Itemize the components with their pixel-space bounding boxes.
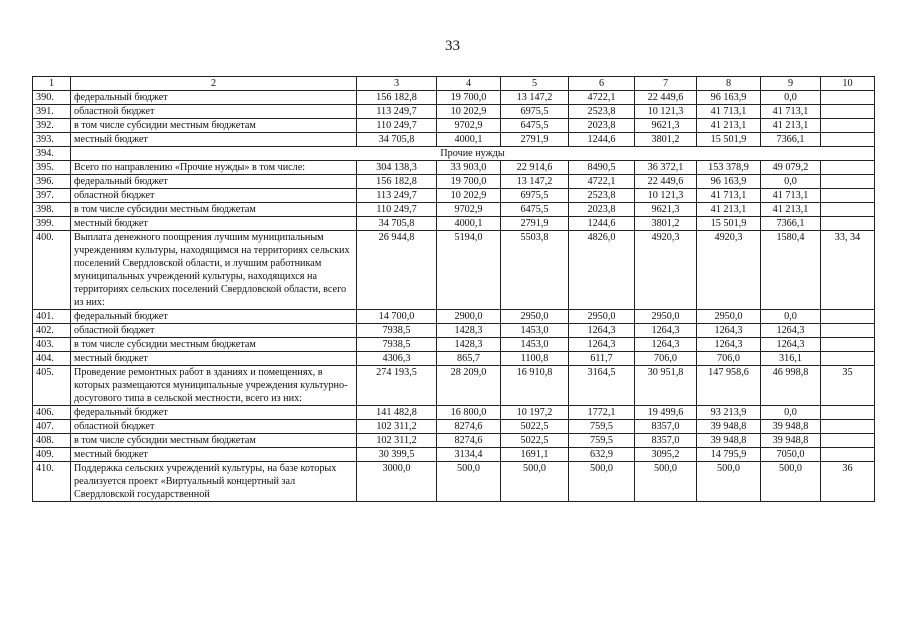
value-cell: 22 449,6 (635, 91, 697, 105)
row-description: федеральный бюджет (71, 406, 357, 420)
row-number: 401. (33, 310, 71, 324)
row-number: 410. (33, 462, 71, 502)
value-cell: 304 138,3 (357, 161, 437, 175)
target-indicator-cell (821, 175, 875, 189)
value-cell: 41 713,1 (761, 189, 821, 203)
value-cell: 102 311,2 (357, 434, 437, 448)
row-description: в том числе субсидии местным бюджетам (71, 434, 357, 448)
row-description: местный бюджет (71, 133, 357, 147)
value-cell: 500,0 (437, 462, 501, 502)
value-cell: 15 501,9 (697, 133, 761, 147)
value-cell: 0,0 (761, 310, 821, 324)
value-cell: 1100,8 (501, 352, 569, 366)
table-row (33, 203, 875, 217)
value-cell: 4722,1 (569, 91, 635, 105)
value-cell: 4000,1 (437, 133, 501, 147)
value-cell: 10 202,9 (437, 189, 501, 203)
value-cell: 7938,5 (357, 324, 437, 338)
value-cell: 500,0 (697, 462, 761, 502)
value-cell: 19 499,6 (635, 406, 697, 420)
value-cell: 6475,5 (501, 119, 569, 133)
value-cell: 41 213,1 (761, 119, 821, 133)
value-cell: 7050,0 (761, 448, 821, 462)
value-cell: 1428,3 (437, 324, 501, 338)
value-cell: 141 482,8 (357, 406, 437, 420)
value-cell: 41 213,1 (697, 119, 761, 133)
row-number: 406. (33, 406, 71, 420)
row-number: 396. (33, 175, 71, 189)
value-cell: 8274,6 (437, 420, 501, 434)
table-row (33, 448, 875, 462)
table-row (33, 310, 875, 324)
value-cell: 1264,3 (635, 338, 697, 352)
table-row (33, 366, 875, 406)
target-indicator-cell (821, 338, 875, 352)
value-cell: 6475,5 (501, 203, 569, 217)
value-cell: 1691,1 (501, 448, 569, 462)
header-cell: 10 (821, 77, 875, 91)
value-cell: 156 182,8 (357, 175, 437, 189)
row-description: федеральный бюджет (71, 310, 357, 324)
row-description: Проведение ремонтных работ в зданиях и помещениях, в которых размещаются муниципальные учреждения культурно-досугового типа в сельской местности, всего из них: (71, 366, 357, 406)
header-cell: 1 (33, 77, 71, 91)
target-indicator-cell (821, 203, 875, 217)
value-cell: 1264,3 (569, 338, 635, 352)
value-cell: 10 197,2 (501, 406, 569, 420)
table-row (33, 338, 875, 352)
value-cell: 9702,9 (437, 119, 501, 133)
value-cell: 6975,5 (501, 105, 569, 119)
row-number: 407. (33, 420, 71, 434)
value-cell: 19 700,0 (437, 175, 501, 189)
value-cell: 8357,0 (635, 420, 697, 434)
row-description: Всего по направлению «Прочие нужды» в том числе: (71, 161, 357, 175)
value-cell: 0,0 (761, 406, 821, 420)
header-cell: 8 (697, 77, 761, 91)
value-cell: 5194,0 (437, 231, 501, 310)
row-number: 390. (33, 91, 71, 105)
value-cell: 110 249,7 (357, 203, 437, 217)
value-cell: 46 998,8 (761, 366, 821, 406)
value-cell: 1264,3 (635, 324, 697, 338)
value-cell: 14 795,9 (697, 448, 761, 462)
row-description: федеральный бюджет (71, 175, 357, 189)
value-cell: 706,0 (697, 352, 761, 366)
row-description: Выплата денежного поощрения лучшим муниципальным учреждениям культуры, находящимся на территориях сельских поселений Свердловской области, и лучшим работникам муниципальных учреждений культуры, находящихся на территориях сельских поселений Свердловской области, всего из них: (71, 231, 357, 310)
value-cell: 22 914,6 (501, 161, 569, 175)
target-indicator-cell (821, 161, 875, 175)
value-cell: 39 948,8 (761, 420, 821, 434)
value-cell: 4722,1 (569, 175, 635, 189)
row-number: 399. (33, 217, 71, 231)
value-cell: 4920,3 (635, 231, 697, 310)
value-cell: 15 501,9 (697, 217, 761, 231)
value-cell: 3801,2 (635, 217, 697, 231)
row-description: областной бюджет (71, 105, 357, 119)
value-cell: 41 713,1 (697, 105, 761, 119)
header-cell: 4 (437, 77, 501, 91)
target-indicator-cell (821, 133, 875, 147)
value-cell: 5503,8 (501, 231, 569, 310)
value-cell: 36 372,1 (635, 161, 697, 175)
row-number: 393. (33, 133, 71, 147)
value-cell: 1264,3 (569, 324, 635, 338)
table-body (33, 77, 875, 502)
value-cell: 7938,5 (357, 338, 437, 352)
value-cell: 96 163,9 (697, 175, 761, 189)
value-cell: 274 193,5 (357, 366, 437, 406)
value-cell: 30 951,8 (635, 366, 697, 406)
value-cell: 39 948,8 (697, 420, 761, 434)
value-cell: 33 903,0 (437, 161, 501, 175)
header-cell: 2 (71, 77, 357, 91)
value-cell: 34 705,8 (357, 217, 437, 231)
value-cell: 4920,3 (697, 231, 761, 310)
value-cell: 9702,9 (437, 203, 501, 217)
value-cell: 611,7 (569, 352, 635, 366)
value-cell: 41 213,1 (761, 203, 821, 217)
value-cell: 5022,5 (501, 420, 569, 434)
value-cell: 632,9 (569, 448, 635, 462)
value-cell: 30 399,5 (357, 448, 437, 462)
value-cell: 8490,5 (569, 161, 635, 175)
target-indicator-cell (821, 448, 875, 462)
row-number: 398. (33, 203, 71, 217)
value-cell: 4306,3 (357, 352, 437, 366)
value-cell: 500,0 (761, 462, 821, 502)
target-indicator-cell (821, 310, 875, 324)
value-cell: 4826,0 (569, 231, 635, 310)
budget-table (32, 76, 875, 502)
row-number: 392. (33, 119, 71, 133)
table-row (33, 462, 875, 502)
row-number: 408. (33, 434, 71, 448)
row-description: федеральный бюджет (71, 91, 357, 105)
target-indicator-cell: 33, 34 (821, 231, 875, 310)
target-indicator-cell (821, 119, 875, 133)
value-cell: 1244,6 (569, 217, 635, 231)
value-cell: 759,5 (569, 434, 635, 448)
value-cell: 2023,8 (569, 119, 635, 133)
value-cell: 7366,1 (761, 133, 821, 147)
row-description: областной бюджет (71, 420, 357, 434)
table-row (33, 105, 875, 119)
row-number: 397. (33, 189, 71, 203)
section-title: Прочие нужды (71, 147, 875, 161)
target-indicator-cell (821, 91, 875, 105)
value-cell: 2950,0 (635, 310, 697, 324)
value-cell: 39 948,8 (697, 434, 761, 448)
header-cell: 7 (635, 77, 697, 91)
target-indicator-cell: 36 (821, 462, 875, 502)
value-cell: 113 249,7 (357, 189, 437, 203)
header-row (33, 77, 875, 91)
table-row (33, 324, 875, 338)
target-indicator-cell (821, 434, 875, 448)
row-number: 391. (33, 105, 71, 119)
value-cell: 1428,3 (437, 338, 501, 352)
value-cell: 706,0 (635, 352, 697, 366)
value-cell: 16 910,8 (501, 366, 569, 406)
row-number: 402. (33, 324, 71, 338)
value-cell: 13 147,2 (501, 91, 569, 105)
value-cell: 3164,5 (569, 366, 635, 406)
row-number: 403. (33, 338, 71, 352)
row-number: 394. (33, 147, 71, 161)
value-cell: 2950,0 (501, 310, 569, 324)
row-description: в том числе субсидии местным бюджетам (71, 203, 357, 217)
value-cell: 500,0 (569, 462, 635, 502)
value-cell: 500,0 (635, 462, 697, 502)
value-cell: 22 449,6 (635, 175, 697, 189)
header-cell: 5 (501, 77, 569, 91)
value-cell: 49 079,2 (761, 161, 821, 175)
value-cell: 9621,3 (635, 203, 697, 217)
row-number: 409. (33, 448, 71, 462)
value-cell: 14 700,0 (357, 310, 437, 324)
header-cell: 9 (761, 77, 821, 91)
row-number: 395. (33, 161, 71, 175)
row-description: местный бюджет (71, 352, 357, 366)
table-row (33, 406, 875, 420)
value-cell: 1772,1 (569, 406, 635, 420)
table-row (33, 119, 875, 133)
row-description: Поддержка сельских учреждений культуры, на базе которых реализуется проект «Виртуальный концертный зал Свердловской государственной (71, 462, 357, 502)
value-cell: 2023,8 (569, 203, 635, 217)
value-cell: 7366,1 (761, 217, 821, 231)
page-number: 33 (445, 38, 460, 54)
value-cell: 19 700,0 (437, 91, 501, 105)
value-cell: 1453,0 (501, 324, 569, 338)
value-cell: 6975,5 (501, 189, 569, 203)
value-cell: 28 209,0 (437, 366, 501, 406)
value-cell: 2523,8 (569, 105, 635, 119)
table-row (33, 189, 875, 203)
row-description: местный бюджет (71, 217, 357, 231)
row-description: местный бюджет (71, 448, 357, 462)
value-cell: 93 213,9 (697, 406, 761, 420)
value-cell: 34 705,8 (357, 133, 437, 147)
value-cell: 9621,3 (635, 119, 697, 133)
value-cell: 500,0 (501, 462, 569, 502)
value-cell: 10 121,3 (635, 105, 697, 119)
target-indicator-cell (821, 406, 875, 420)
table-row (33, 133, 875, 147)
target-indicator-cell (821, 352, 875, 366)
table-row (33, 434, 875, 448)
table-row (33, 217, 875, 231)
value-cell: 147 958,6 (697, 366, 761, 406)
value-cell: 41 713,1 (761, 105, 821, 119)
target-indicator-cell (821, 189, 875, 203)
target-indicator-cell (821, 217, 875, 231)
row-number: 404. (33, 352, 71, 366)
value-cell: 0,0 (761, 175, 821, 189)
table-row (33, 175, 875, 189)
table-row (33, 352, 875, 366)
value-cell: 1264,3 (697, 324, 761, 338)
value-cell: 26 944,8 (357, 231, 437, 310)
value-cell: 2791,9 (501, 133, 569, 147)
value-cell: 10 202,9 (437, 105, 501, 119)
value-cell: 3134,4 (437, 448, 501, 462)
target-indicator-cell (821, 324, 875, 338)
value-cell: 13 147,2 (501, 175, 569, 189)
value-cell: 3801,2 (635, 133, 697, 147)
value-cell: 8274,6 (437, 434, 501, 448)
value-cell: 5022,5 (501, 434, 569, 448)
table-row (33, 161, 875, 175)
value-cell: 865,7 (437, 352, 501, 366)
value-cell: 1264,3 (761, 338, 821, 352)
target-indicator-cell (821, 420, 875, 434)
value-cell: 3095,2 (635, 448, 697, 462)
target-indicator-cell: 35 (821, 366, 875, 406)
value-cell: 2900,0 (437, 310, 501, 324)
value-cell: 41 713,1 (697, 189, 761, 203)
row-description: областной бюджет (71, 189, 357, 203)
table-row (33, 420, 875, 434)
value-cell: 102 311,2 (357, 420, 437, 434)
row-number: 400. (33, 231, 71, 310)
value-cell: 2791,9 (501, 217, 569, 231)
header-cell: 3 (357, 77, 437, 91)
target-indicator-cell (821, 105, 875, 119)
value-cell: 3000,0 (357, 462, 437, 502)
value-cell: 1453,0 (501, 338, 569, 352)
value-cell: 96 163,9 (697, 91, 761, 105)
value-cell: 10 121,3 (635, 189, 697, 203)
value-cell: 1580,4 (761, 231, 821, 310)
value-cell: 316,1 (761, 352, 821, 366)
row-description: областной бюджет (71, 324, 357, 338)
value-cell: 2950,0 (569, 310, 635, 324)
value-cell: 153 378,9 (697, 161, 761, 175)
row-number: 405. (33, 366, 71, 406)
value-cell: 2523,8 (569, 189, 635, 203)
value-cell: 110 249,7 (357, 119, 437, 133)
value-cell: 4000,1 (437, 217, 501, 231)
value-cell: 1244,6 (569, 133, 635, 147)
section-row (33, 147, 875, 161)
value-cell: 39 948,8 (761, 434, 821, 448)
header-cell: 6 (569, 77, 635, 91)
row-description: в том числе субсидии местным бюджетам (71, 338, 357, 352)
value-cell: 1264,3 (697, 338, 761, 352)
value-cell: 41 213,1 (697, 203, 761, 217)
value-cell: 113 249,7 (357, 105, 437, 119)
value-cell: 16 800,0 (437, 406, 501, 420)
table-row (33, 91, 875, 105)
value-cell: 1264,3 (761, 324, 821, 338)
value-cell: 156 182,8 (357, 91, 437, 105)
value-cell: 0,0 (761, 91, 821, 105)
table-row (33, 231, 875, 310)
row-description: в том числе субсидии местным бюджетам (71, 119, 357, 133)
value-cell: 2950,0 (697, 310, 761, 324)
value-cell: 759,5 (569, 420, 635, 434)
value-cell: 8357,0 (635, 434, 697, 448)
